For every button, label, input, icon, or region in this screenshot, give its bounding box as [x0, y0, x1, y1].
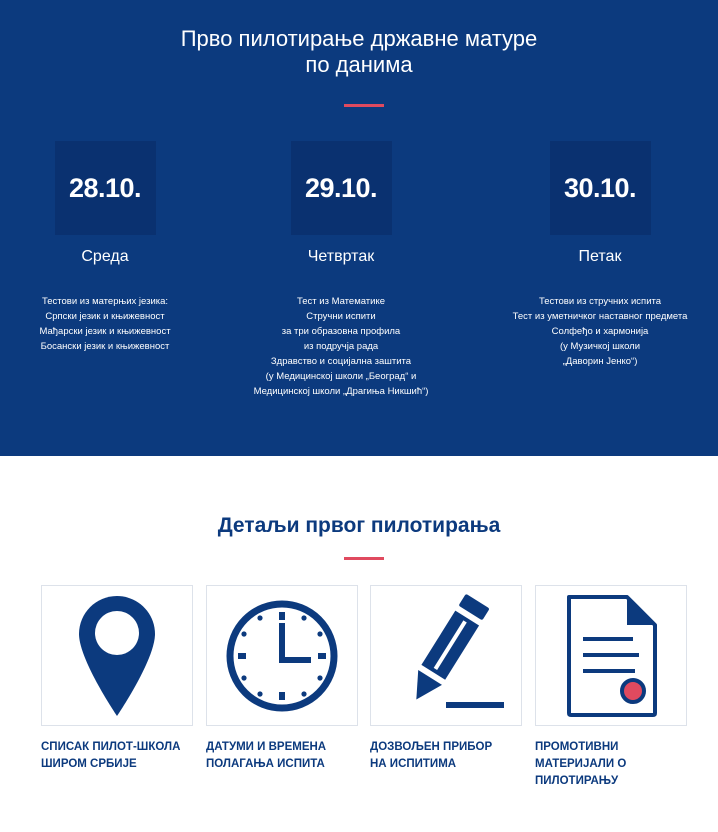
card-icon-box[interactable] [535, 585, 687, 726]
card-icon-box[interactable] [206, 585, 358, 726]
date-box: 30.10. [550, 141, 651, 235]
card-label[interactable]: СПИСАК ПИЛОТ-ШКОЛА ШИРОМ СРБИЈЕ [41, 741, 181, 770]
card-label[interactable]: ДАТУМИ И ВРЕМЕНА ПОЛАГАЊА ИСПИТА [206, 741, 327, 770]
day-description: Тестови из стручних испита Тест из уметничког наставног предмета Солфеђо и хармонија (у Музичкој школи „Даворин Јенко“) [512, 296, 688, 367]
weekday-label: Среда [81, 248, 129, 265]
card-promo-materials[interactable] [535, 585, 687, 790]
clock-icon [224, 598, 340, 714]
day-column-1 [5, 141, 205, 354]
card-icon-box[interactable] [370, 585, 522, 726]
location-pin-icon [77, 594, 157, 718]
day-description: Тест из Математике Стручни испити за три образовна профила из подручја рада Здравство и социјална заштита (у Медицинској школи „Београд“ и Медицинској школи „Драгиња Никшић“) [253, 296, 429, 397]
date-box: 28.10. [55, 141, 156, 235]
details-title: Детаљи првог пилотирања [217, 514, 501, 537]
details-accent-line [344, 557, 384, 560]
day-column-3 [500, 141, 700, 369]
weekday-label: Петак [578, 248, 622, 265]
schedule-title: Прво пилотирање државне матуре по данима [180, 26, 538, 77]
day-column-2 [241, 141, 441, 399]
card-allowed-tools[interactable] [370, 585, 522, 773]
card-label[interactable]: ПРОМОТИВНИ МАТЕРИЈАЛИ О ПИЛОТИРАЊУ [535, 741, 627, 787]
day-description: Тестови из матерњих језика: Српски језик и књижевност Мађарски језик и књижевност Босански језик и књижевност [39, 296, 171, 352]
card-icon-box[interactable] [41, 585, 193, 726]
document-icon [563, 593, 659, 719]
title-accent-line [344, 104, 384, 107]
card-dates-times[interactable] [206, 585, 358, 773]
card-pilot-schools[interactable] [41, 585, 193, 773]
card-label[interactable]: ДОЗВОЉЕН ПРИБОР НА ИСПИТИМА [370, 741, 493, 770]
date-box: 29.10. [291, 141, 392, 235]
weekday-label: Четвртак [307, 248, 375, 265]
pencil-icon [386, 594, 506, 718]
